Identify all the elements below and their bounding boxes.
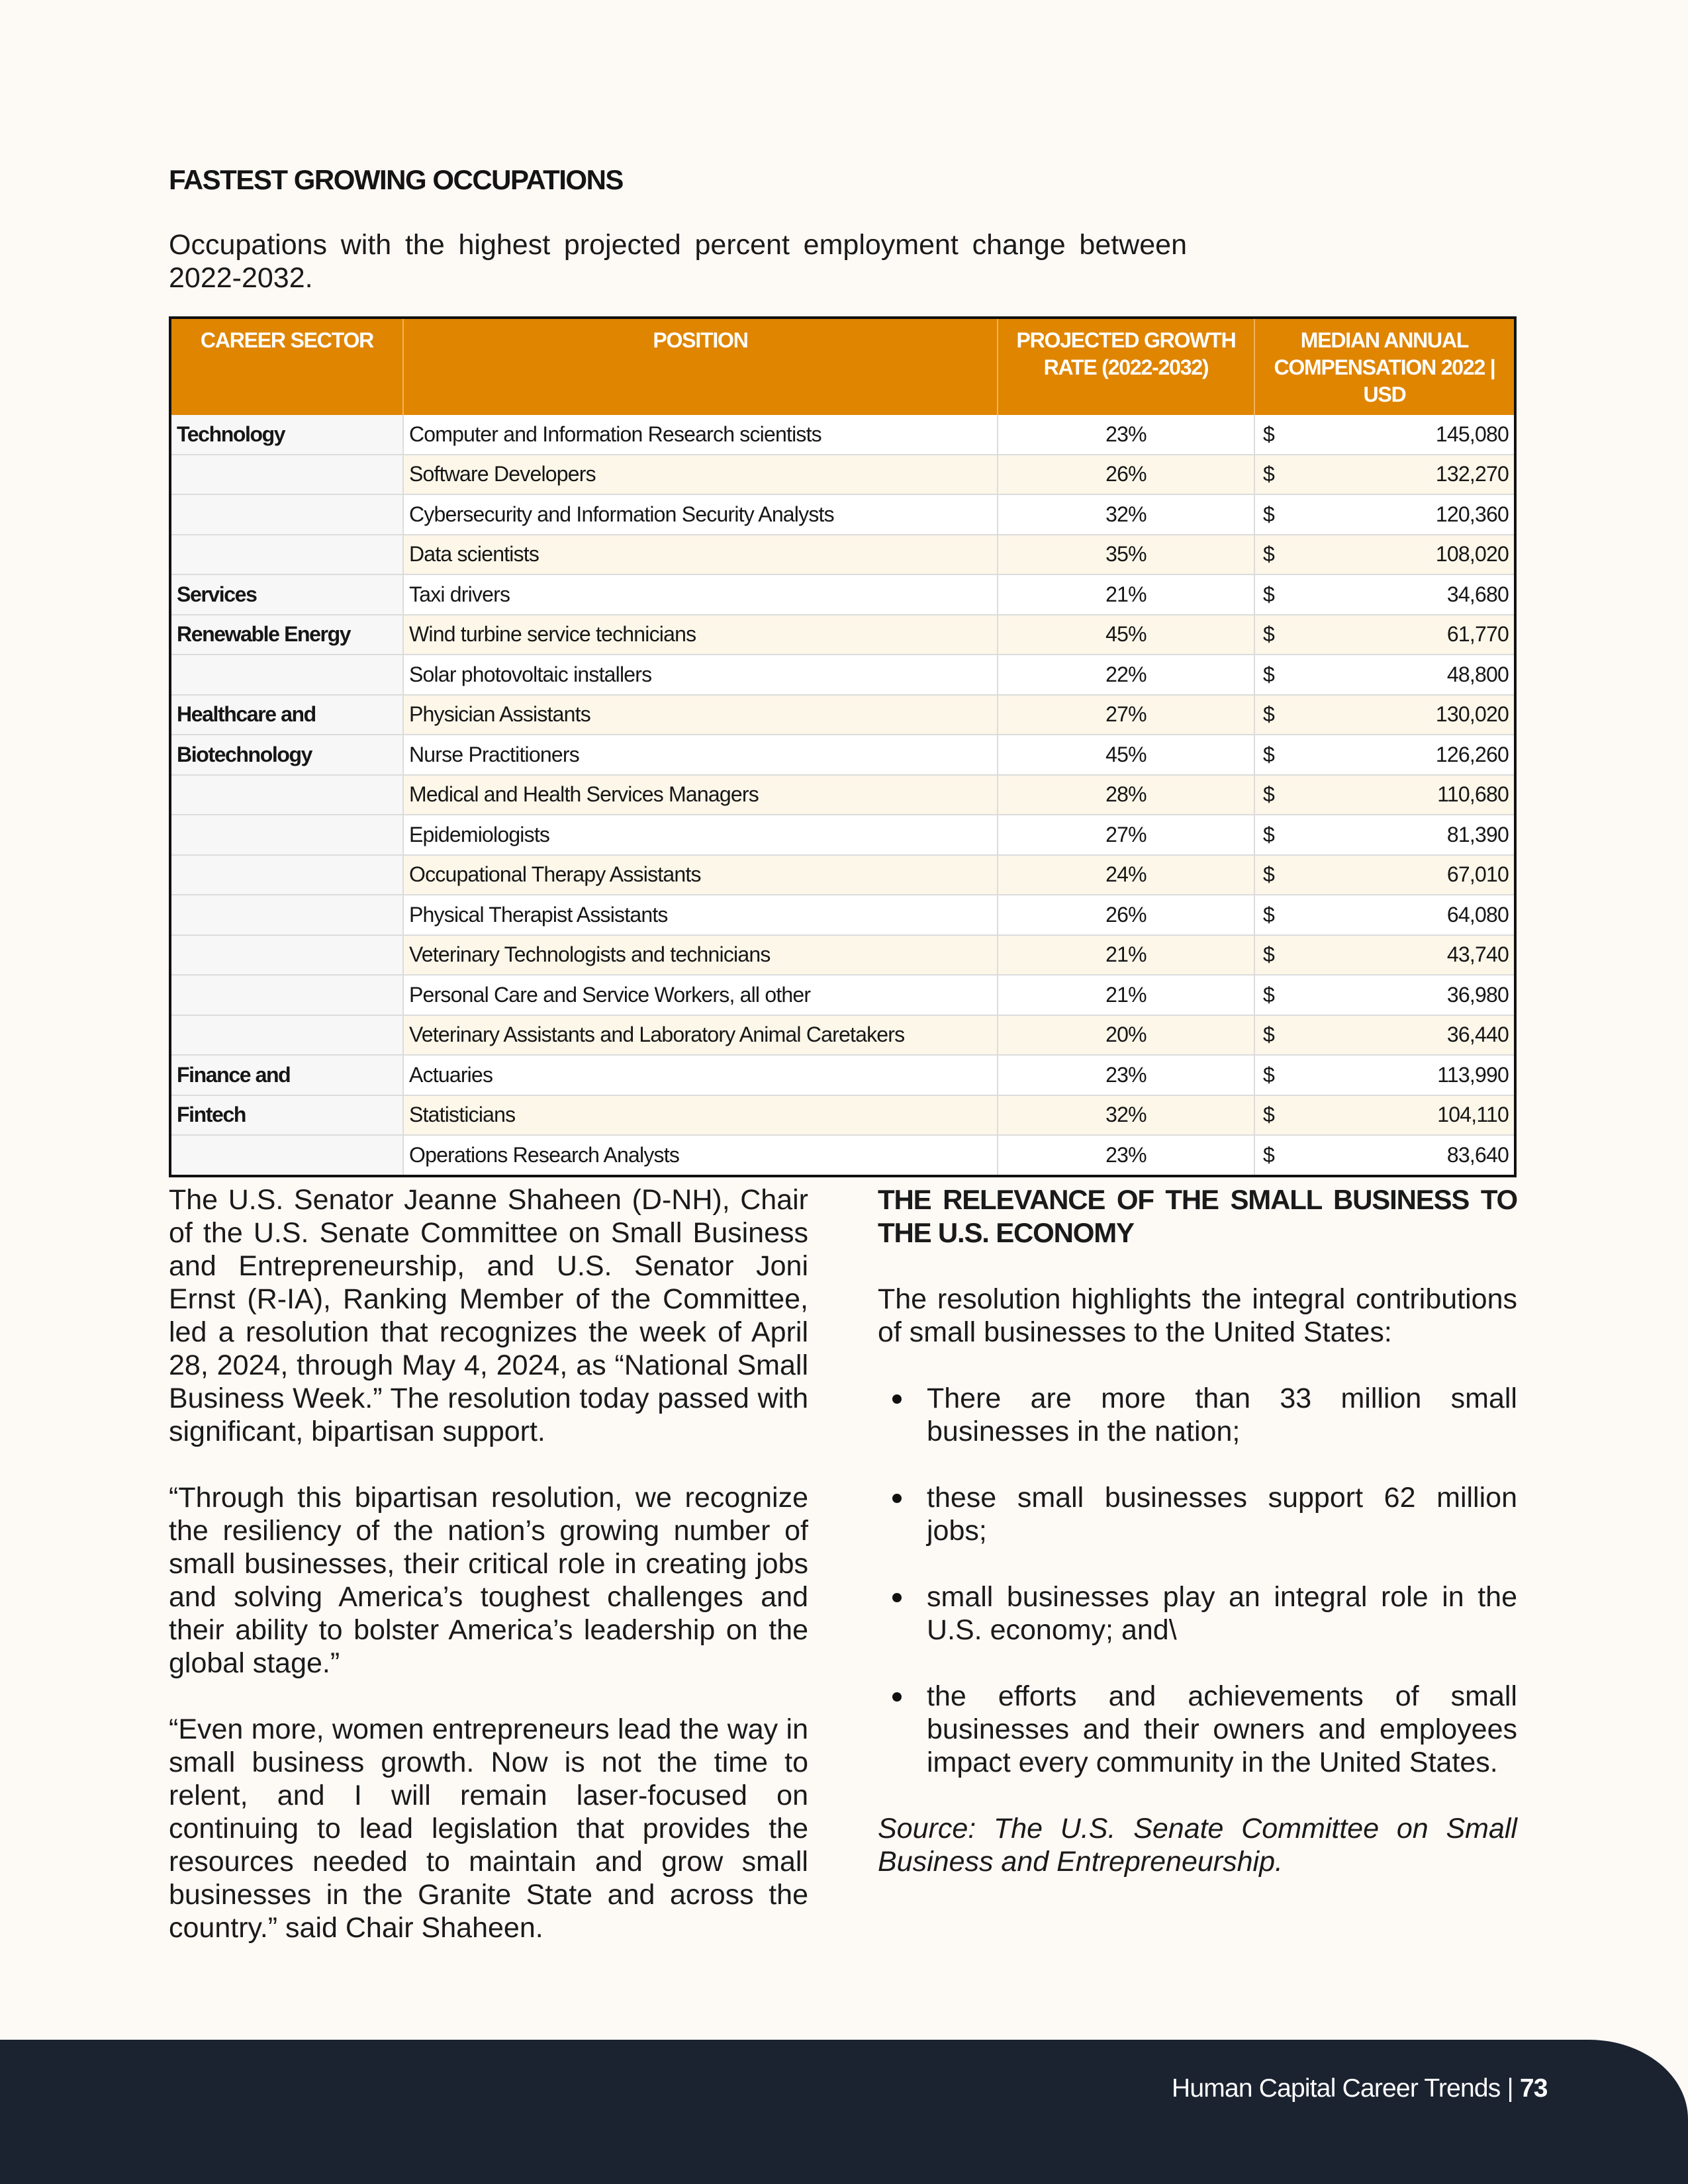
- cell-compensation: [1254, 935, 1514, 976]
- bullet-icon: [892, 1692, 902, 1702]
- cell-growth-rate: 45%: [998, 615, 1254, 655]
- compensation-amount: 108,020: [1435, 542, 1509, 567]
- cell-career-sector: Services: [171, 574, 403, 615]
- compensation-amount: 36,440: [1446, 1023, 1509, 1047]
- cell-compensation: [1254, 655, 1514, 695]
- cell-compensation: [1254, 695, 1514, 735]
- cell-career-sector: [171, 535, 403, 575]
- cell-growth-rate: 27%: [998, 815, 1254, 855]
- compensation-amount: 126,260: [1435, 742, 1509, 766]
- cell-compensation: [1254, 735, 1514, 775]
- cell-career-sector: [171, 855, 403, 895]
- cell-position: Solar photovoltaic installers: [403, 655, 998, 695]
- table-row: [171, 1135, 1514, 1175]
- currency-symbol: $: [1263, 1062, 1274, 1087]
- cell-career-sector: [171, 1135, 403, 1175]
- currency-symbol: $: [1263, 622, 1274, 647]
- table-row: [171, 615, 1514, 655]
- cell-career-sector: [171, 1015, 403, 1056]
- cell-growth-rate: 22%: [998, 655, 1254, 695]
- table-row: [171, 775, 1514, 815]
- currency-symbol: $: [1263, 742, 1274, 766]
- cell-compensation: [1254, 415, 1514, 455]
- table-header-row: [171, 319, 1514, 415]
- currency-symbol: $: [1263, 862, 1274, 887]
- currency-symbol: $: [1263, 982, 1274, 1007]
- cell-position: Statisticians: [403, 1095, 998, 1136]
- compensation-amount: 132,270: [1435, 462, 1509, 486]
- cell-growth-rate: 28%: [998, 775, 1254, 815]
- cell-career-sector: [171, 775, 403, 815]
- currency-symbol: $: [1263, 542, 1274, 567]
- currency-symbol: $: [1263, 502, 1274, 526]
- cell-career-sector: [171, 815, 403, 855]
- currency-symbol: $: [1263, 422, 1274, 446]
- cell-career-sector: Biotechnology: [171, 735, 403, 775]
- cell-growth-rate: 27%: [998, 695, 1254, 735]
- cell-position: Physical Therapist Assistants: [403, 895, 998, 935]
- list-item: [878, 1481, 1517, 1547]
- list-item: [878, 1580, 1517, 1647]
- compensation-amount: 145,080: [1435, 422, 1509, 446]
- header-position: POSITION: [403, 319, 998, 415]
- bullet-icon: [892, 1494, 902, 1503]
- publication-name: Human Capital Career Trends |: [1172, 2074, 1520, 2103]
- cell-position: Medical and Health Services Managers: [403, 775, 998, 815]
- currency-symbol: $: [1263, 702, 1274, 727]
- cell-compensation: [1254, 815, 1514, 855]
- cell-growth-rate: 45%: [998, 735, 1254, 775]
- header-career-sector: CAREER SECTOR: [171, 319, 403, 415]
- cell-growth-rate: 23%: [998, 1055, 1254, 1095]
- cell-compensation: [1254, 1135, 1514, 1175]
- table-row: [171, 935, 1514, 976]
- quote-paragraph: “Even more, women entrepreneurs lead the way in small business growth. Now is not the time to relent, and I will remain laser-focused on continuing to lead legislation that provides the resources needed to maintain and grow small businesses in the Granite State and across the country.” said Chair Shaheen.: [169, 1713, 808, 1944]
- cell-career-sector: Healthcare and: [171, 695, 403, 735]
- compensation-amount: 110,680: [1437, 782, 1509, 807]
- compensation-amount: 130,020: [1435, 702, 1509, 727]
- footer-text: [1172, 2074, 1548, 2103]
- cell-position: Taxi drivers: [403, 574, 998, 615]
- compensation-amount: 120,360: [1435, 502, 1509, 526]
- cell-growth-rate: 32%: [998, 1095, 1254, 1136]
- section-heading: THE RELEVANCE OF THE SMALL BUSINESS TO THE U.S. ECONOMY: [878, 1184, 1517, 1248]
- currency-symbol: $: [1263, 1023, 1274, 1047]
- compensation-amount: 43,740: [1446, 942, 1509, 967]
- intro-text: Occupations with the highest projected percent employment change between 2022-2032.: [169, 229, 1187, 294]
- cell-growth-rate: 21%: [998, 975, 1254, 1015]
- cell-growth-rate: 20%: [998, 1015, 1254, 1056]
- bullet-icon: [892, 1593, 902, 1602]
- currency-symbol: $: [1263, 582, 1274, 606]
- list-item-text: the efforts and achievements of small businesses and their owners and employees impact every community in the United States.: [927, 1680, 1517, 1778]
- cell-growth-rate: 23%: [998, 1135, 1254, 1175]
- table-row: [171, 695, 1514, 735]
- table-row: [171, 415, 1514, 455]
- currency-symbol: $: [1263, 902, 1274, 927]
- cell-growth-rate: 32%: [998, 494, 1254, 535]
- cell-position: Actuaries: [403, 1055, 998, 1095]
- cell-position: Wind turbine service technicians: [403, 615, 998, 655]
- header-growth-rate: PROJECTED GROWTH RATE (2022-2032): [998, 319, 1254, 415]
- compensation-amount: 113,990: [1437, 1062, 1509, 1087]
- compensation-amount: 104,110: [1437, 1103, 1509, 1127]
- compensation-amount: 36,980: [1446, 982, 1509, 1007]
- currency-symbol: $: [1263, 662, 1274, 686]
- left-column: [169, 1183, 808, 1978]
- table-row: [171, 1015, 1514, 1056]
- cell-growth-rate: 26%: [998, 455, 1254, 495]
- paragraph: The U.S. Senator Jeanne Shaheen (D-NH), Chair of the U.S. Senate Committee on Small Business and Entrepreneurship, and U.S. Senator Joni Ernst (R-IA), Ranking Member of the Committee, led a resolution that recognizes the week of April 28, 2024, through May 4, 2024, as “National Small Business Week.” The resolution today passed with significant, bipartisan support.: [169, 1184, 808, 1447]
- page-number: 73: [1519, 2074, 1548, 2103]
- currency-symbol: $: [1263, 1103, 1274, 1127]
- cell-compensation: [1254, 775, 1514, 815]
- cell-compensation: [1254, 895, 1514, 935]
- currency-symbol: $: [1263, 822, 1274, 846]
- table-row: [171, 815, 1514, 855]
- cell-career-sector: [171, 935, 403, 976]
- cell-growth-rate: 35%: [998, 535, 1254, 575]
- cell-position: Computer and Information Research scientists: [403, 415, 998, 455]
- table-row: [171, 535, 1514, 575]
- table-row: [171, 494, 1514, 535]
- table-row: [171, 574, 1514, 615]
- cell-growth-rate: 23%: [998, 415, 1254, 455]
- currency-symbol: $: [1263, 782, 1274, 807]
- cell-compensation: [1254, 1055, 1514, 1095]
- cell-position: Physician Assistants: [403, 695, 998, 735]
- cell-career-sector: [171, 455, 403, 495]
- cell-position: Veterinary Assistants and Laboratory Animal Caretakers: [403, 1015, 998, 1056]
- cell-compensation: [1254, 1095, 1514, 1136]
- table-row: [171, 1055, 1514, 1095]
- compensation-amount: 48,800: [1446, 662, 1509, 686]
- compensation-amount: 67,010: [1446, 862, 1509, 887]
- cell-position: Data scientists: [403, 535, 998, 575]
- cell-compensation: [1254, 494, 1514, 535]
- table-row: [171, 455, 1514, 495]
- cell-compensation: [1254, 535, 1514, 575]
- cell-position: Cybersecurity and Information Security Analysts: [403, 494, 998, 535]
- cell-career-sector: Technology: [171, 415, 403, 455]
- cell-position: Operations Research Analysts: [403, 1135, 998, 1175]
- currency-symbol: $: [1263, 1142, 1274, 1167]
- cell-compensation: [1254, 574, 1514, 615]
- cell-compensation: [1254, 855, 1514, 895]
- cell-career-sector: [171, 895, 403, 935]
- cell-position: Nurse Practitioners: [403, 735, 998, 775]
- table-row: [171, 975, 1514, 1015]
- cell-career-sector: Finance and: [171, 1055, 403, 1095]
- list-item-text: There are more than 33 million small businesses in the nation;: [927, 1383, 1517, 1447]
- currency-symbol: $: [1263, 942, 1274, 967]
- cell-growth-rate: 26%: [998, 895, 1254, 935]
- cell-career-sector: Fintech: [171, 1095, 403, 1136]
- cell-position: Personal Care and Service Workers, all other: [403, 975, 998, 1015]
- table-row: [171, 855, 1514, 895]
- compensation-amount: 83,640: [1446, 1142, 1509, 1167]
- compensation-amount: 61,770: [1446, 622, 1509, 647]
- quote-paragraph: “Through this bipartisan resolution, we recognize the resiliency of the nation’s growing number of small businesses, their critical role in creating jobs and solving America’s toughest challenges and their ability to bolster America’s leadership on the global stage.”: [169, 1482, 808, 1679]
- cell-career-sector: [171, 655, 403, 695]
- header-median-compensation: MEDIAN ANNUAL COMPENSATION 2022 | USD: [1254, 319, 1514, 415]
- cell-compensation: [1254, 975, 1514, 1015]
- cell-compensation: [1254, 615, 1514, 655]
- cell-career-sector: Renewable Energy: [171, 615, 403, 655]
- cell-position: Occupational Therapy Assistants: [403, 855, 998, 895]
- cell-growth-rate: 21%: [998, 574, 1254, 615]
- table-row: [171, 735, 1514, 775]
- cell-growth-rate: 24%: [998, 855, 1254, 895]
- cell-position: Veterinary Technologists and technicians: [403, 935, 998, 976]
- list-item: [878, 1680, 1517, 1779]
- source-citation: Source: The U.S. Senate Committee on Small Business and Entrepreneurship.: [878, 1813, 1517, 1878]
- footer-bar: [0, 2040, 1688, 2184]
- list-item: [878, 1382, 1517, 1448]
- list-item-text: small businesses play an integral role in the U.S. economy; and\: [927, 1581, 1517, 1646]
- cell-compensation: [1254, 1015, 1514, 1056]
- table-row: [171, 655, 1514, 695]
- right-column: [878, 1183, 1517, 1878]
- table-row: [171, 895, 1514, 935]
- page-title: FASTEST GROWING OCCUPATIONS: [169, 164, 623, 195]
- occupations-table: [169, 316, 1517, 1177]
- bullet-icon: [892, 1394, 902, 1404]
- compensation-amount: 34,680: [1446, 582, 1509, 606]
- cell-career-sector: [171, 975, 403, 1015]
- section-intro: The resolution highlights the integral contributions of small businesses to the United States:: [878, 1283, 1517, 1348]
- compensation-amount: 81,390: [1446, 822, 1509, 846]
- currency-symbol: $: [1263, 462, 1274, 486]
- list-item-text: these small businesses support 62 million jobs;: [927, 1482, 1517, 1547]
- table-row: [171, 1095, 1514, 1136]
- cell-compensation: [1254, 455, 1514, 495]
- cell-growth-rate: 21%: [998, 935, 1254, 976]
- bullet-list: [878, 1382, 1517, 1779]
- cell-career-sector: [171, 494, 403, 535]
- cell-position: Epidemiologists: [403, 815, 998, 855]
- cell-position: Software Developers: [403, 455, 998, 495]
- compensation-amount: 64,080: [1446, 902, 1509, 927]
